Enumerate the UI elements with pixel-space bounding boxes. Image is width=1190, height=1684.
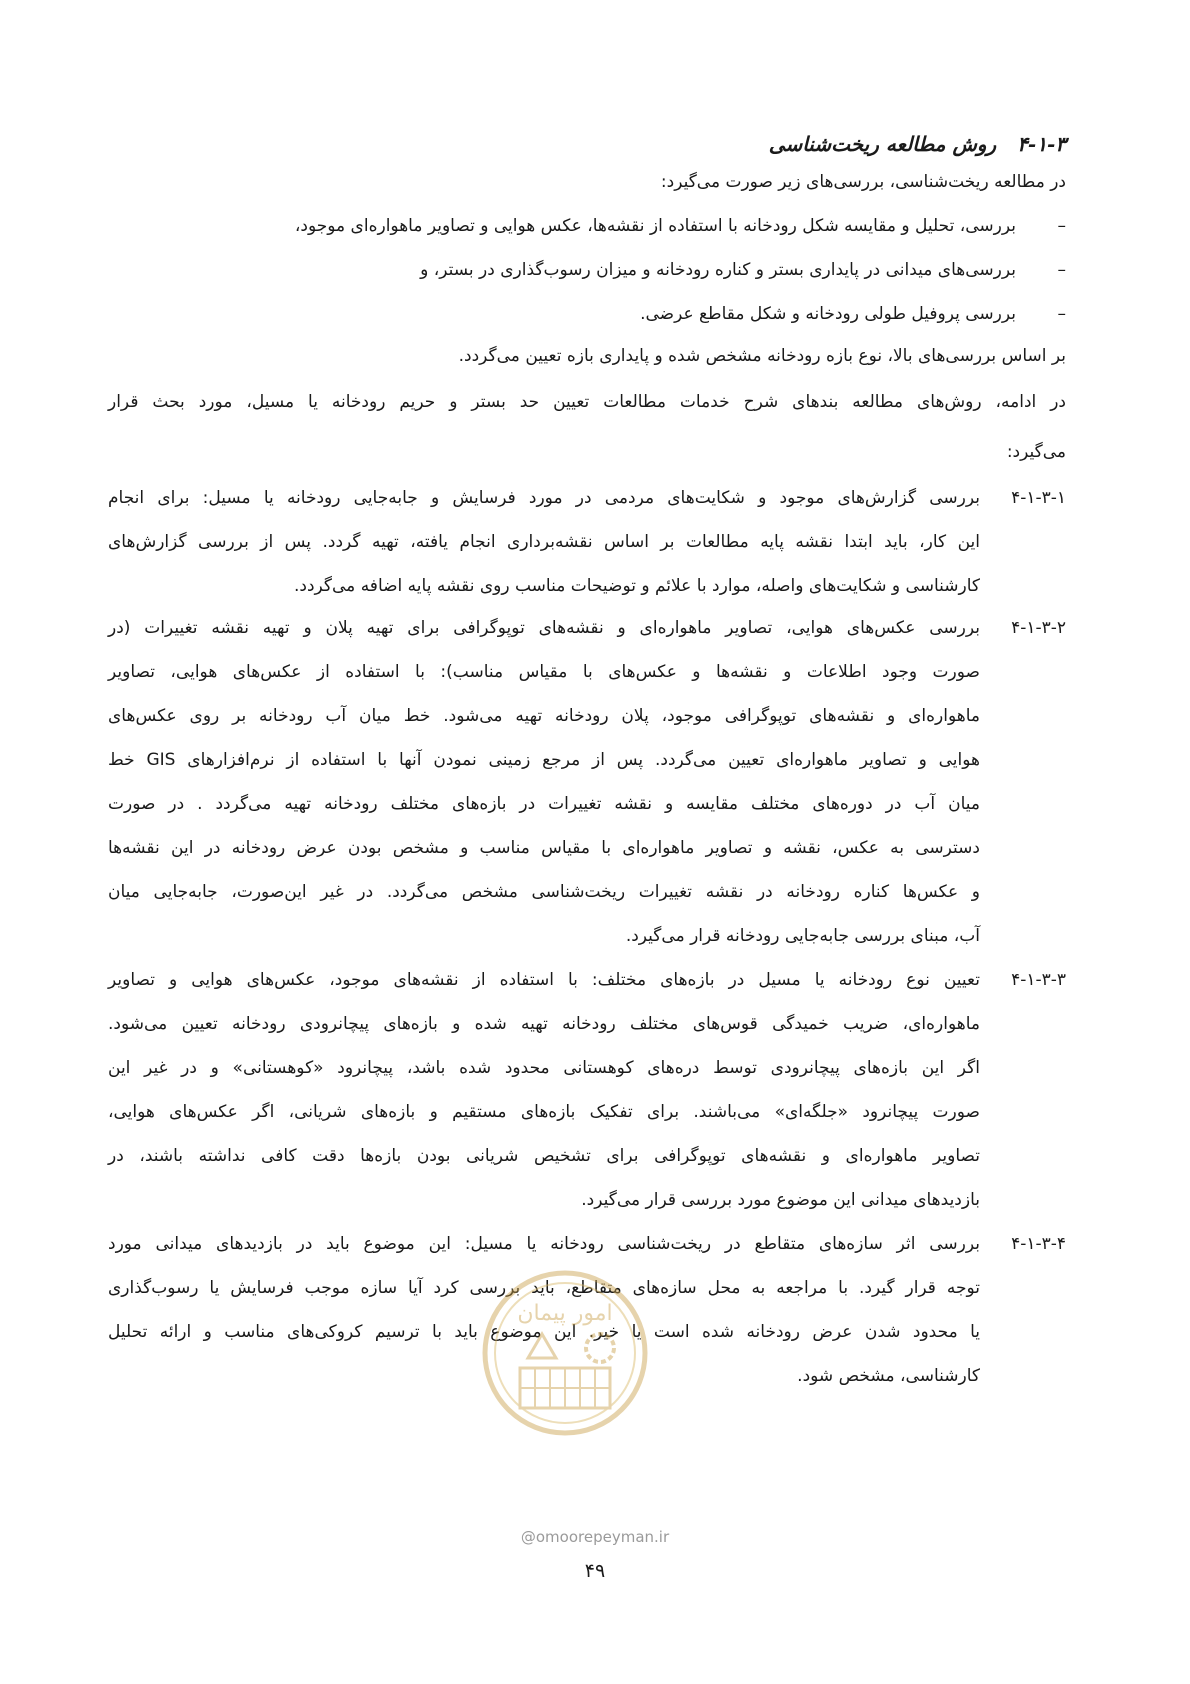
item-line: توجه قرار گیرد. با مراجعه به محل سازه‌های متقاطع، باید بررسی کرد آیا سازه موجب فرسایش یا رسوب‌گذاری (108, 1278, 980, 1298)
item-line: اگر این بازه‌های پیچانرودی توسط دره‌های کوهستانی محدود شده باشد، پیچانرود «کوهستانی» و در غیر این (108, 1058, 980, 1078)
item-line: میان آب در دوره‌های مختلف مقایسه و نقشه تغییرات در بازه‌های مختلف رودخانه تهیه می‌گردد . در صورت (108, 794, 980, 814)
item-line: کارشناسی و شکایت‌های واصله، موارد با علائم و توضیحات مناسب روی نقشه پایه اضافه می‌گردد. (294, 576, 980, 596)
item-line: صورت وجود اطلاعات و نقشه‌ها و عکس‌های با مقیاس مناسب): با استفاده از عکس‌های هوایی، تصاویر (108, 662, 980, 682)
item-line: بررسی عکس‌های هوایی، تصاویر ماهواره‌ای و نقشه‌های توپوگرافی برای تهیه پلان و تهیه نقشه تغییرات (در (108, 618, 980, 638)
bullet-dash: – (1057, 304, 1066, 324)
item-line: بازدیدهای میدانی این موضوع مورد بررسی قرار می‌گیرد. (581, 1190, 980, 1210)
item-line: ماهواره‌ای، ضریب خمیدگی قوس‌های مختلف رودخانه تهیه شده و بازه‌های پیچانرودی رودخانه تعیین می‌شود. (108, 1014, 980, 1034)
continuation-paragraph-line: می‌گیرد: (1006, 442, 1066, 462)
item-number: ۴-۱-۳-۴ (1011, 1234, 1066, 1254)
page-number: ۴۹ (584, 1560, 606, 1582)
item-line: تعیین نوع رودخانه یا مسیل در بازه‌های مختلف: با استفاده از نقشه‌های موجود، عکس‌های هوایی و تصاویر (108, 970, 980, 990)
item-line: دسترسی به عکس، نقشه و تصاویر ماهواره‌ای با مقیاس مناسب و مشخص بودن عرض رودخانه در این نقشه‌ها (108, 838, 980, 858)
bullet-item (640, 298, 1066, 330)
watermark-seal-text: امور پیمان (517, 1301, 613, 1326)
item-line: آب، مبنای بررسی جابه‌جایی رودخانه قرار می‌گیرد. (625, 926, 980, 946)
section-number: ۴-۱-۳ (1017, 132, 1066, 156)
bullet-text: بررسی‌های میدانی در پایداری بستر و کناره رودخانه و میزان رسوب‌گذاری در بستر، و (420, 260, 1016, 280)
item-line: ماهواره‌ای و نقشه‌های توپوگرافی موجود، پلان رودخانه تهیه می‌شود. خط میان آب رودخانه بر روی عکس‌های (108, 706, 980, 726)
watermark-seal-icon (480, 1268, 650, 1438)
summary-paragraph: بر اساس بررسی‌های بالا، نوع بازه رودخانه مشخص شده و پایداری بازه تعیین می‌گردد. (458, 346, 1066, 366)
bullet-dash: – (1057, 260, 1066, 280)
at-icon: @ (520, 1528, 536, 1546)
bullet-dash: – (1057, 216, 1066, 236)
item-line: تصاویر ماهواره‌ای و نقشه‌های توپوگرافی برای تشخیص شریانی بودن بازه‌ها دقت کافی نداشته باشند، در (108, 1146, 980, 1166)
item-line: کارشناسی، مشخص شود. (797, 1366, 980, 1386)
item-line: یا محدود شدن عرض رودخانه شده است یا خیر. این موضوع باید با ترسیم کروکی‌های مناسب و ارائه تحلیل (108, 1322, 980, 1342)
bullet-item (420, 254, 1066, 286)
item-number: ۴-۱-۳-۳ (1011, 970, 1066, 990)
continuation-paragraph-line: در ادامه، روش‌های مطالعه بندهای شرح خدمات مطالعات تعیین حد بستر و حریم رودخانه یا مسیل، مورد بحث قرار (108, 392, 1066, 412)
item-line: بررسی اثر سازه‌های متقاطع در ریخت‌شناسی رودخانه یا مسیل: این موضوع باید در بازدیدهای میدانی مورد (108, 1234, 980, 1254)
item-line: بررسی گزارش‌های موجود و شکایت‌های مردمی در مورد فرسایش و جابه‌جایی رودخانه یا مسیل: برای انجام (108, 488, 980, 508)
section-title: روش مطالعه ریخت‌شناسی (768, 132, 997, 156)
item-line: این کار، باید ابتدا نقشه پایه مطالعات بر اساس نقشه‌برداری انجام یافته، تهیه گردد. پس از بررسی گزارش‌های (108, 532, 980, 552)
bullet-text: بررسی پروفیل طولی رودخانه و شکل مقاطع عرضی. (640, 304, 1016, 324)
item-line: صورت پیچانرود «جلگه‌ای» می‌باشند. برای تفکیک بازه‌های مستقیم و بازه‌های شریانی، اگر عکس‌های هوایی، (108, 1102, 980, 1122)
watermark-site: @omoorepeyman.ir (520, 1528, 670, 1546)
intro-paragraph: در مطالعه ریخت‌شناسی، بررسی‌های زیر صورت می‌گیرد: (660, 172, 1066, 192)
bullet-item (295, 210, 1066, 242)
item-line: و عکس‌ها کناره رودخانه در نقشه تغییرات ریخت‌شناسی مشخص می‌گردد. در غیر این‌صورت، جابه‌جایی میان (108, 882, 980, 902)
item-number: ۴-۱-۳-۱ (1011, 488, 1066, 508)
item-line: هوایی و تصاویر ماهواره‌ای تعیین می‌گردد. پس از مرجع زمینی نمودن آنها با استفاده از نرم‌افزارهای GIS خط (108, 750, 980, 770)
bullet-text: بررسی، تحلیل و مقایسه شکل رودخانه با استفاده از نقشه‌ها، عکس هوایی و تصاویر ماهواره‌ای موجود، (294, 216, 1016, 236)
item-number: ۴-۱-۳-۲ (1011, 618, 1066, 638)
section-heading (769, 128, 1066, 160)
